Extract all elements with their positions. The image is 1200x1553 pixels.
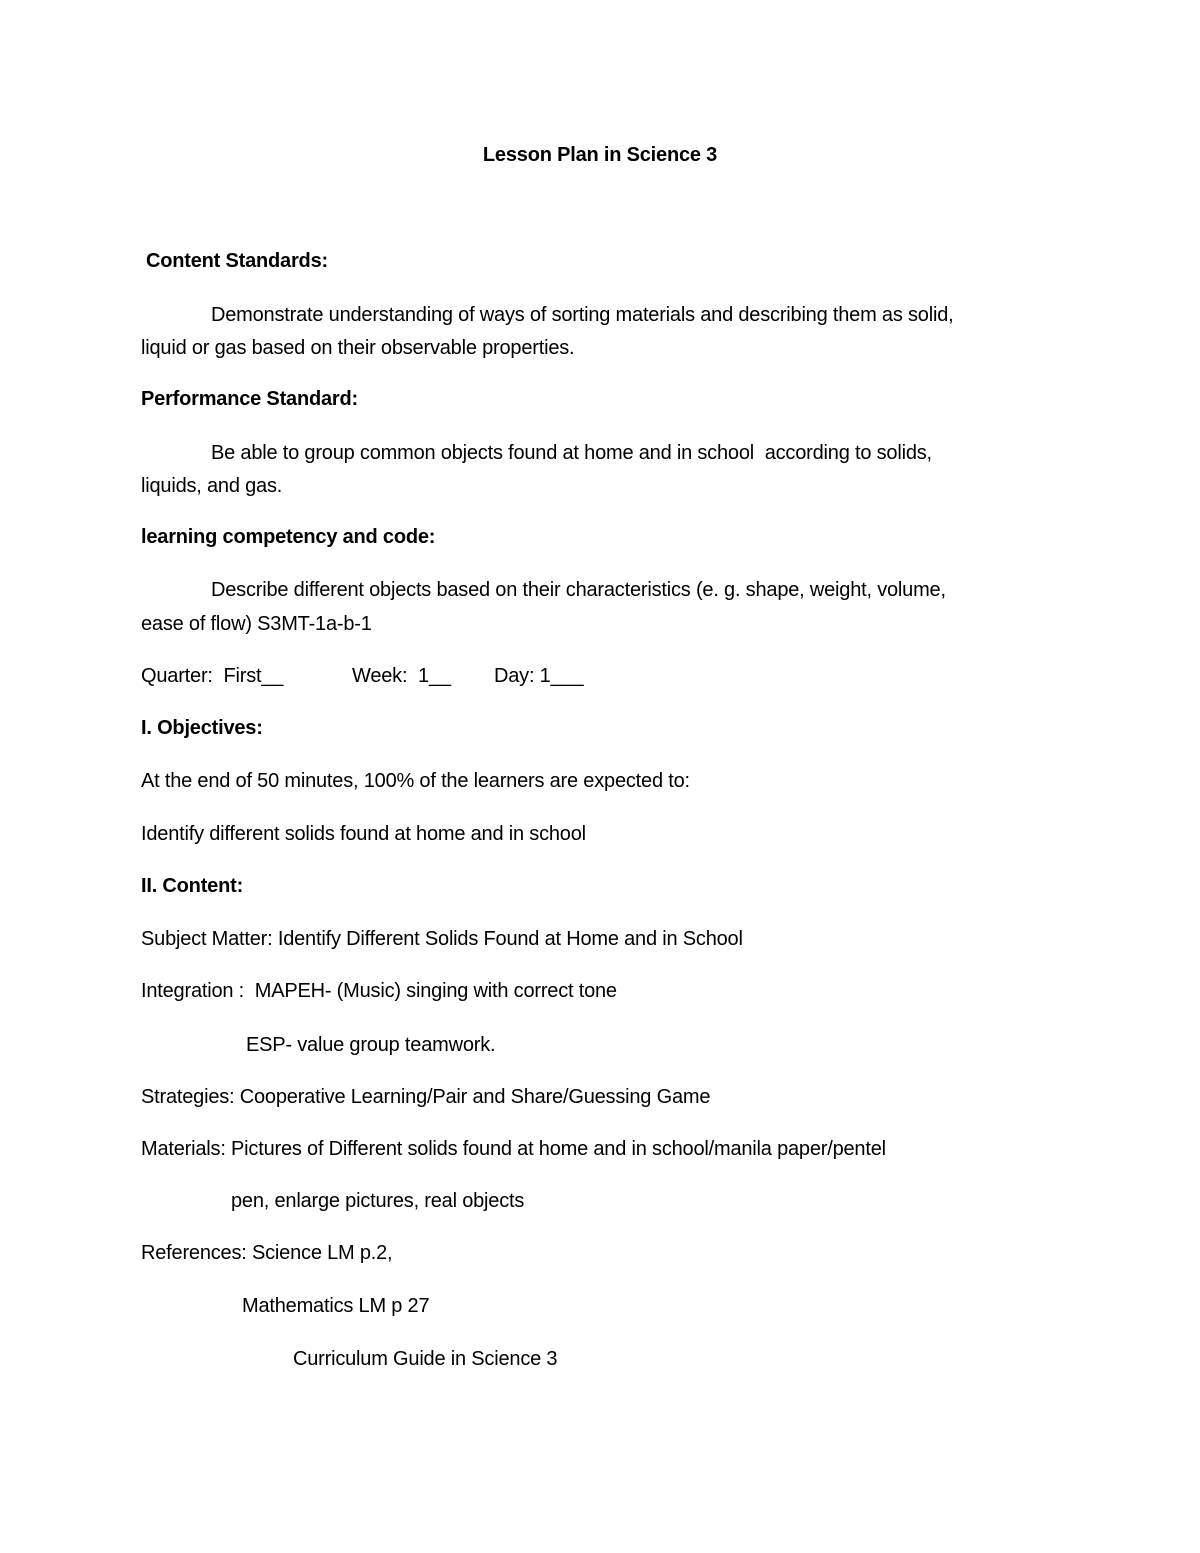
- subject-matter: Subject Matter: Identify Different Solids Found at Home and in School: [141, 928, 743, 950]
- content-heading: II. Content:: [141, 875, 244, 897]
- references-line1: References: Science LM p.2,: [141, 1242, 393, 1264]
- content-standards-text-line2: liquid or gas based on their observable properties.: [141, 337, 575, 359]
- objectives-line2: Identify different solids found at home and in school: [141, 823, 586, 845]
- schedule-week: Week: 1__: [352, 665, 451, 687]
- materials-line1: Materials: Pictures of Different solids found at home and in school/manila paper/pentel: [141, 1138, 886, 1160]
- strategies: Strategies: Cooperative Learning/Pair and Share/Guessing Game: [141, 1086, 711, 1108]
- content-standards-heading: Content Standards:: [146, 250, 328, 272]
- materials-line2: pen, enlarge pictures, real objects: [231, 1190, 525, 1212]
- objectives-heading: I. Objectives:: [141, 717, 263, 739]
- references-line3: Curriculum Guide in Science 3: [293, 1348, 558, 1370]
- objectives-line1: At the end of 50 minutes, 100% of the learners are expected to:: [141, 770, 690, 792]
- performance-standard-text-line2: liquids, and gas.: [141, 475, 283, 497]
- performance-standard-text-line1: Be able to group common objects found at home and in school according to solids,: [211, 442, 932, 464]
- integration-line1: Integration : MAPEH- (Music) singing with correct tone: [141, 980, 617, 1002]
- learning-competency-text-line2: ease of flow) S3MT-1a-b-1: [141, 613, 372, 635]
- learning-competency-heading: learning competency and code:: [141, 526, 436, 548]
- learning-competency-text-line1: Describe different objects based on their characteristics (e. g. shape, weight, volume,: [211, 579, 946, 601]
- schedule-quarter: Quarter: First__: [141, 665, 284, 687]
- document-title: Lesson Plan in Science 3: [482, 144, 718, 166]
- schedule-day: Day: 1___: [494, 665, 584, 687]
- integration-line2: ESP- value group teamwork.: [246, 1034, 496, 1056]
- content-standards-text-line1: Demonstrate understanding of ways of sorting materials and describing them as solid,: [211, 304, 954, 326]
- references-line2: Mathematics LM p 27: [242, 1295, 430, 1317]
- performance-standard-heading: Performance Standard:: [141, 388, 358, 410]
